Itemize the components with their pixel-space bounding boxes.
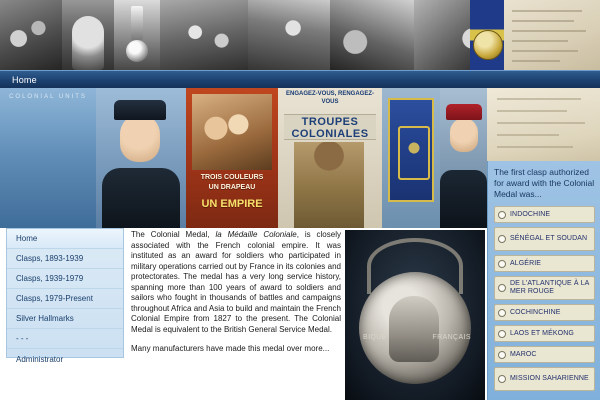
sidebar-item-clasps-1979-present[interactable]	[7, 289, 123, 309]
radio-icon[interactable]	[498, 260, 506, 268]
poll-option-label: MAROC	[510, 350, 537, 358]
banner-photo-5	[248, 0, 330, 70]
banner-photo-6	[330, 0, 414, 70]
poll-option-label: DE L'ATLANTIQUE À LA MER ROUGE	[510, 280, 590, 295]
banner-photo-1	[0, 0, 62, 70]
radio-icon[interactable]	[498, 351, 506, 359]
article-p1-italic: la Médaille Coloniale	[215, 230, 297, 239]
poll-option-cochinchine[interactable]	[494, 304, 595, 321]
banner-photo-3	[114, 0, 160, 70]
hero-general-portrait-2	[440, 88, 487, 228]
article-paragraph-2: Many manufacturers have made this medal over more...	[131, 344, 330, 353]
sidebar-item-label: Clasps, 1939-1979	[16, 274, 84, 283]
sidebar-item-divider	[7, 329, 123, 349]
poll-option-senegal-et-soudan[interactable]	[494, 227, 595, 251]
banner-photo-4	[160, 0, 248, 70]
sidebar-item-home[interactable]	[7, 229, 123, 249]
poll-question: The first clasp authorized for award with the Colonial Medal was...	[494, 167, 595, 199]
poll-option-label: MISSION SAHARIENNE	[510, 375, 589, 382]
article-body	[131, 230, 341, 400]
nav-item-home[interactable]: Home	[12, 74, 37, 85]
poll-option-maroc[interactable]	[494, 346, 595, 363]
hero-poster-trois-couleurs	[186, 88, 278, 228]
poll-option-label: ALGÉRIE	[510, 259, 542, 267]
poster2-top-line: ENGAGEZ-VOUS, RENGAGEZ-VOUS	[285, 91, 374, 105]
main-navigation-bar	[0, 70, 600, 88]
sidebar-item-label: Clasps, 1979-Present	[16, 294, 93, 303]
medal-figure	[389, 296, 439, 362]
poster1-line-1: TROIS COULEURS	[200, 174, 264, 181]
hero-general-portrait-1	[96, 88, 186, 228]
poll-option-label: LAOS ET MÉKONG	[510, 329, 574, 337]
sidebar-item-label: Silver Hallmarks	[16, 314, 74, 323]
poll-option-label: INDOCHINE	[510, 210, 551, 218]
sidebar-item-administrator[interactable]	[7, 349, 123, 369]
poster2-title: TROUPES COLONIALES	[284, 114, 376, 140]
poll-option-mission-saharienne[interactable]	[494, 367, 595, 391]
medal-label-right: FRANÇAIS	[432, 334, 471, 341]
sidebar-item-label: - - -	[16, 334, 29, 343]
sidebar-item-clasps-1939-1979[interactable]	[7, 269, 123, 289]
poll-option-label: COCHINCHINE	[510, 308, 561, 316]
sidebar-item-label: Clasps, 1893-1939	[16, 254, 84, 263]
medal-photograph	[345, 230, 485, 400]
hero-blue-caption-text: COLONIAL UNITS	[9, 94, 87, 100]
hero-colonial-flag	[382, 88, 440, 228]
medal-label-left: BIQUE	[363, 334, 387, 341]
sidebar-menu	[6, 228, 124, 364]
banner-photo-2	[62, 0, 114, 70]
poll-option-laos-et-mekong[interactable]	[494, 325, 595, 342]
hero-image-strip	[0, 88, 487, 228]
sidebar-item-silver-hallmarks[interactable]	[7, 309, 123, 329]
poll-option-indochine[interactable]	[494, 206, 595, 223]
radio-icon[interactable]	[498, 330, 506, 338]
radio-icon[interactable]	[498, 284, 506, 292]
sidebar-item-label: Administrator	[16, 354, 64, 364]
header-photo-banner	[0, 0, 600, 70]
article-p1-part-a: The Colonial Medal,	[131, 230, 216, 239]
poster1-line-2: UN DRAPEAU	[208, 184, 256, 191]
hero-blue-caption-panel	[0, 88, 96, 228]
radio-icon[interactable]	[498, 309, 506, 317]
radio-icon[interactable]	[498, 235, 506, 243]
article-paragraph-1	[131, 230, 341, 335]
sidebar-item-label: Home	[16, 234, 38, 243]
poll-option-atlantique-mer-rouge[interactable]	[494, 276, 595, 300]
radio-icon[interactable]	[498, 375, 506, 383]
sidebar-item-clasps-1893-1939[interactable]	[7, 249, 123, 269]
poster1-line-3: UN EMPIRE	[201, 198, 263, 210]
poll-option-algerie[interactable]	[494, 255, 595, 272]
article-p1-part-b: , is closely associated with the French colonial empire. It was instituted as an award for soldiers who participated in military operations carried out by France in its colonies and protectorates. The medal has a very long service history, spanning more than 100 years of award to soldiers and sailors who fought in thousands of battles and campaigns throughout Africa and Asia to build and maintain the French Colonial Empire from 1827 to the present. The Colonial Medal is equivalent to the British General Service Medal.	[131, 230, 341, 334]
radio-icon[interactable]	[498, 211, 506, 219]
sidebar-document-scan	[487, 88, 600, 161]
medal-ribbon-icon	[470, 0, 504, 70]
poll-option-label: SÉNÉGAL ET SOUDAN	[510, 235, 588, 242]
poll-panel	[487, 161, 600, 400]
banner-document-scan	[504, 0, 600, 70]
hero-poster-troupes-coloniales	[278, 88, 382, 228]
